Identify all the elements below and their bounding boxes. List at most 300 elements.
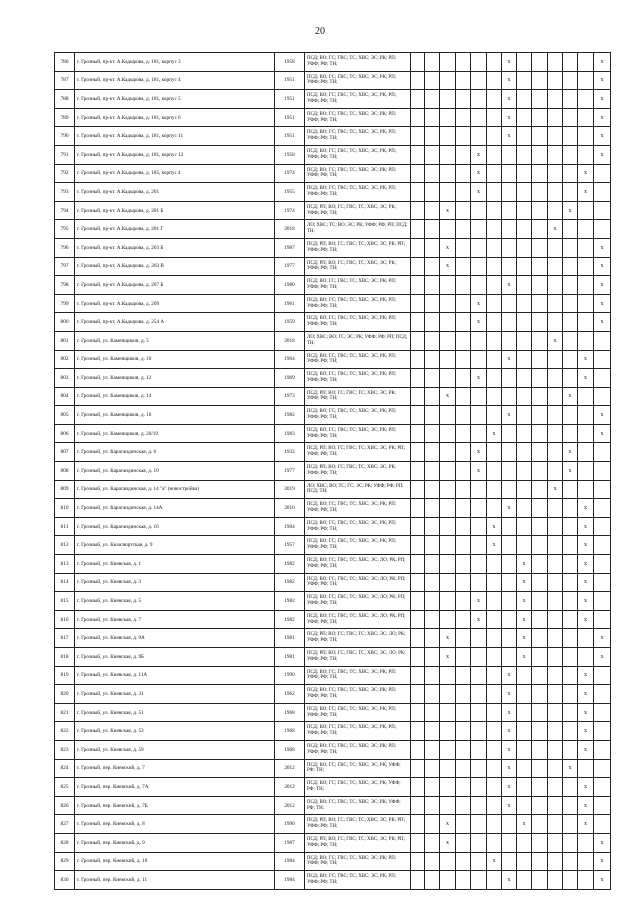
mark-cell [440,331,456,350]
mark-cell: x [517,555,532,574]
mark-cell [425,257,440,276]
mark-cell [517,778,532,797]
mark-cell [563,610,578,629]
mark-cell [517,90,532,109]
mark-cell: x [594,313,611,332]
mark-cell [548,536,563,555]
mark-cell [425,127,440,146]
mark-cell [425,536,440,555]
mark-cell [456,220,471,239]
mark-cell [471,350,487,369]
mark-cell [594,183,611,202]
mark-cell [548,424,563,443]
mark-cell [487,759,502,778]
mark-cell [548,610,563,629]
mark-cell: x [578,350,594,369]
address-cell: г. Грозный, ул. Кизилюртская, д. 9 [75,536,275,555]
row-number: 815 [55,592,75,611]
mark-cell [487,387,502,406]
mark-cell [548,369,563,388]
mark-cell [594,201,611,220]
mark-cell [425,164,440,183]
mark-cell [502,517,517,536]
mark-cell [548,722,563,741]
works-cell: ПСД; ВО; ГС; ГВС; ТС; ХВС; ЭС; ЛО; РК; РП; УФФ; РФ; ТН; [305,573,411,592]
mark-cell [517,443,532,462]
mark-cell [532,183,548,202]
mark-cell: x [548,220,563,239]
mark-cell [440,369,456,388]
mark-cell [532,592,548,611]
mark-cell [578,294,594,313]
mark-cell [502,294,517,313]
year-cell: 1957 [275,536,305,555]
mark-cell [578,220,594,239]
mark-cell [440,610,456,629]
row-number: 788 [55,90,75,109]
mark-cell [456,313,471,332]
mark-cell [517,164,532,183]
address-cell: г. Грозный, ул. Киевская, д. 3 [75,573,275,592]
mark-cell [578,648,594,667]
mark-cell [563,833,578,852]
table-row [55,852,611,871]
mark-cell: x [502,53,517,72]
mark-cell: x [471,462,487,481]
mark-cell: x [502,666,517,685]
address-cell: г. Грозный, пр-кт. А.Кадырова, д. 207 Б [75,276,275,295]
mark-cell [440,350,456,369]
table-row [55,164,611,183]
mark-cell [440,164,456,183]
address-cell: г. Грозный, ул. Каменщиков, д. 12 [75,369,275,388]
address-cell: г. Грозный, ул. Киевская, д. 7 [75,610,275,629]
works-cell: ПСД; ВО; ГС; ГВС; ТС; ХВС; ЭС; РК; РП; УФФ; РФ; ТН; [305,852,411,871]
mark-cell [563,257,578,276]
mark-cell [425,517,440,536]
mark-cell: x [563,387,578,406]
mark-cell [502,852,517,871]
mark-cell [471,833,487,852]
mark-cell [411,238,425,257]
mark-cell [411,108,425,127]
year-cell: 1990 [275,666,305,685]
housing-register-table [54,52,611,890]
mark-cell [502,145,517,164]
mark-cell [594,592,611,611]
mark-cell [594,685,611,704]
mark-cell: x [594,90,611,109]
address-cell: г. Грозный, ул. Киевская, д. 53 [75,722,275,741]
mark-cell: x [471,592,487,611]
works-cell: ПСД; ВО; ГС; ГВС; ТС; ХВС; ЭС; РК; РП; УФФ; РФ; ТН; [305,703,411,722]
mark-cell [411,517,425,536]
mark-cell [425,759,440,778]
mark-cell [563,778,578,797]
mark-cell: x [502,871,517,890]
address-cell: г. Грозный, пр-кт. А.Кадырова, д. 201 Б [75,201,275,220]
mark-cell [456,108,471,127]
address-cell: г. Грозный, ул. Киевская, д. 51 [75,703,275,722]
address-cell: г. Грозный, ул. Каменщиков, д. 10 [75,350,275,369]
mark-cell [440,685,456,704]
works-cell: ПСД; ВО; ГС; ГВС; ТС; ХВС; ЭС; РК; УФФ; РФ; ТН; [305,759,411,778]
works-cell: ПСД; РП; ВО; ГС; ГВС; ТС; ХВС; ЭС; РК; УФФ; РФ; ТН; [305,387,411,406]
year-cell: 1968 [275,703,305,722]
mark-cell [563,871,578,890]
mark-cell [517,406,532,425]
mark-cell [440,90,456,109]
mark-cell [487,53,502,72]
mark-cell [594,480,611,499]
mark-cell [425,815,440,834]
table-row [55,796,611,815]
row-number: 826 [55,796,75,815]
mark-cell [456,666,471,685]
mark-cell [563,685,578,704]
mark-cell [548,499,563,518]
mark-cell [578,871,594,890]
table-row [55,666,611,685]
mark-cell [578,759,594,778]
mark-cell [532,313,548,332]
mark-cell [456,90,471,109]
mark-cell [411,815,425,834]
mark-cell [471,703,487,722]
mark-cell [532,666,548,685]
mark-cell: x [517,610,532,629]
mark-cell [425,573,440,592]
mark-cell [487,703,502,722]
mark-cell [471,257,487,276]
mark-cell: x [502,71,517,90]
mark-cell: x [487,536,502,555]
mark-cell [594,666,611,685]
mark-cell [487,480,502,499]
mark-cell: x [440,815,456,834]
table-row [55,610,611,629]
mark-cell [440,183,456,202]
mark-cell [471,722,487,741]
mark-cell: x [471,610,487,629]
mark-cell [440,313,456,332]
mark-cell [532,294,548,313]
mark-cell [517,499,532,518]
mark-cell [425,722,440,741]
mark-cell [471,648,487,667]
year-cell: 1969 [275,369,305,388]
mark-cell: x [578,183,594,202]
mark-cell [487,71,502,90]
mark-cell [563,350,578,369]
mark-cell: x [471,145,487,164]
mark-cell [425,778,440,797]
mark-cell [532,331,548,350]
mark-cell [440,145,456,164]
mark-cell [548,108,563,127]
mark-cell [471,53,487,72]
mark-cell [425,462,440,481]
table-row [55,871,611,890]
row-number: 797 [55,257,75,276]
mark-cell: x [502,685,517,704]
mark-cell [456,778,471,797]
mark-cell [548,406,563,425]
row-number: 820 [55,685,75,704]
mark-cell [456,499,471,518]
mark-cell: x [563,462,578,481]
mark-cell [411,592,425,611]
page-number: 20 [315,26,325,37]
mark-cell [425,424,440,443]
mark-cell [456,443,471,462]
mark-cell [517,703,532,722]
mark-cell [425,852,440,871]
mark-cell [440,443,456,462]
mark-cell [532,350,548,369]
mark-cell [532,740,548,759]
table-row [55,685,611,704]
mark-cell [487,313,502,332]
mark-cell [425,90,440,109]
mark-cell [517,685,532,704]
mark-cell [456,815,471,834]
mark-cell [517,759,532,778]
address-cell: г. Грозный, ул. Каменщиков, д. 5 [75,331,275,350]
mark-cell [411,499,425,518]
mark-cell [487,108,502,127]
mark-cell: x [440,648,456,667]
year-cell: 1982 [275,592,305,611]
address-cell: г. Грозный, ул. Карагандинская, д. 10 [75,462,275,481]
mark-cell [548,666,563,685]
mark-cell [548,685,563,704]
year-cell: 2012 [275,759,305,778]
mark-cell [411,610,425,629]
table-row [55,555,611,574]
mark-cell [411,703,425,722]
mark-cell [548,313,563,332]
mark-cell [440,480,456,499]
mark-cell [502,555,517,574]
row-number: 817 [55,629,75,648]
address-cell: г. Грозный, пр-кт. А.Кадырова, д. 181, корпус 3 [75,53,275,72]
table-row [55,703,611,722]
works-cell: ПСД; РП; ВО; ГС; ГВС; ТС; ХВС; ЭС; ЛО; РК; УФФ; РФ; ТН; [305,648,411,667]
mark-cell [502,462,517,481]
mark-cell [594,815,611,834]
mark-cell [563,740,578,759]
mark-cell [456,350,471,369]
mark-cell [440,294,456,313]
mark-cell [563,90,578,109]
mark-cell [563,629,578,648]
table-row [55,499,611,518]
mark-cell [563,164,578,183]
mark-cell [456,145,471,164]
mark-cell [548,145,563,164]
mark-cell [440,71,456,90]
mark-cell [471,108,487,127]
mark-cell [502,164,517,183]
mark-cell [594,759,611,778]
mark-cell [456,369,471,388]
mark-cell [487,145,502,164]
mark-cell: x [548,331,563,350]
mark-cell [425,387,440,406]
mark-cell [425,685,440,704]
mark-cell [456,406,471,425]
mark-cell [425,796,440,815]
mark-cell [548,815,563,834]
mark-cell [502,201,517,220]
year-cell: 1982 [275,610,305,629]
mark-cell [532,796,548,815]
mark-cell [532,703,548,722]
mark-cell [471,90,487,109]
mark-cell [517,722,532,741]
mark-cell [502,592,517,611]
mark-cell [471,759,487,778]
mark-cell [487,257,502,276]
table-row [55,833,611,852]
mark-cell [532,852,548,871]
works-cell: ПСД; ВО; ГС; ГВС; ТС; ХВС; ЭС; РК; РП; УФФ; РФ; ТН; [305,71,411,90]
mark-cell [578,257,594,276]
mark-cell [487,796,502,815]
mark-cell [487,164,502,183]
mark-cell [456,536,471,555]
mark-cell: x [440,833,456,852]
mark-cell [548,53,563,72]
mark-cell [563,238,578,257]
mark-cell [502,424,517,443]
mark-cell: x [502,740,517,759]
row-number: 816 [55,610,75,629]
mark-cell [502,480,517,499]
table-row [55,406,611,425]
mark-cell [578,71,594,90]
mark-cell [440,573,456,592]
mark-cell [563,573,578,592]
mark-cell [502,648,517,667]
mark-cell [456,648,471,667]
address-cell: г. Грозный, пр-кт. А.Кадырова, д. 181, корпус 5 [75,90,275,109]
mark-cell [517,127,532,146]
mark-cell [440,517,456,536]
mark-cell [578,387,594,406]
mark-cell [548,387,563,406]
address-cell: г. Грозный, пер. Киевский, д. 7Б [75,796,275,815]
mark-cell [456,183,471,202]
mark-cell [425,871,440,890]
mark-cell [502,815,517,834]
year-cell: 1981 [275,629,305,648]
works-cell: ПСД; ВО; ГС; ГВС; ТС; ХВС; ЭС; РК; РП; УФФ; РФ; ТН; [305,145,411,164]
mark-cell [548,294,563,313]
year-cell: 1987 [275,238,305,257]
mark-cell [563,815,578,834]
mark-cell [532,573,548,592]
year-cell: 1974 [275,201,305,220]
mark-cell: x [517,629,532,648]
mark-cell [425,276,440,295]
mark-cell [548,183,563,202]
table-row [55,740,611,759]
address-cell: г. Грозный, пр-кт. А.Кадырова, д. 201 Г [75,220,275,239]
mark-cell: x [594,145,611,164]
table-row [55,424,611,443]
row-number: 792 [55,164,75,183]
mark-cell [471,685,487,704]
mark-cell [487,740,502,759]
mark-cell [517,183,532,202]
mark-cell [440,759,456,778]
year-cell: 2012 [275,778,305,797]
mark-cell: x [578,517,594,536]
mark-cell [594,369,611,388]
table-body [55,53,611,890]
mark-cell: x [578,555,594,574]
row-number: 793 [55,183,75,202]
mark-cell: x [578,369,594,388]
year-cell: 1984 [275,871,305,890]
mark-cell [502,369,517,388]
mark-cell [425,443,440,462]
mark-cell: x [487,852,502,871]
mark-cell [425,350,440,369]
mark-cell [487,648,502,667]
mark-cell [578,127,594,146]
mark-cell [411,369,425,388]
table-row [55,90,611,109]
mark-cell [532,629,548,648]
table-row [55,648,611,667]
row-number: 822 [55,722,75,741]
mark-cell: x [563,759,578,778]
mark-cell [411,833,425,852]
mark-cell [578,201,594,220]
row-number: 800 [55,313,75,332]
works-cell: ПСД; РП; ВО; ГС; ГВС; ТС; ХВС; ЭС; РК; РП; УФФ; РФ; ТН; [305,815,411,834]
table-row [55,331,611,350]
mark-cell: x [594,108,611,127]
mark-cell [594,740,611,759]
mark-cell [425,406,440,425]
mark-cell [532,71,548,90]
mark-cell [517,462,532,481]
mark-cell [471,331,487,350]
mark-cell [411,536,425,555]
mark-cell: x [487,424,502,443]
mark-cell [471,387,487,406]
mark-cell [532,778,548,797]
mark-cell: x [502,759,517,778]
mark-cell [411,313,425,332]
mark-cell [502,257,517,276]
mark-cell: x [594,648,611,667]
row-number: 821 [55,703,75,722]
mark-cell [594,462,611,481]
row-number: 804 [55,387,75,406]
mark-cell [456,833,471,852]
mark-cell [425,108,440,127]
mark-cell [487,462,502,481]
mark-cell [532,369,548,388]
table-row [55,759,611,778]
mark-cell [487,871,502,890]
mark-cell [411,257,425,276]
